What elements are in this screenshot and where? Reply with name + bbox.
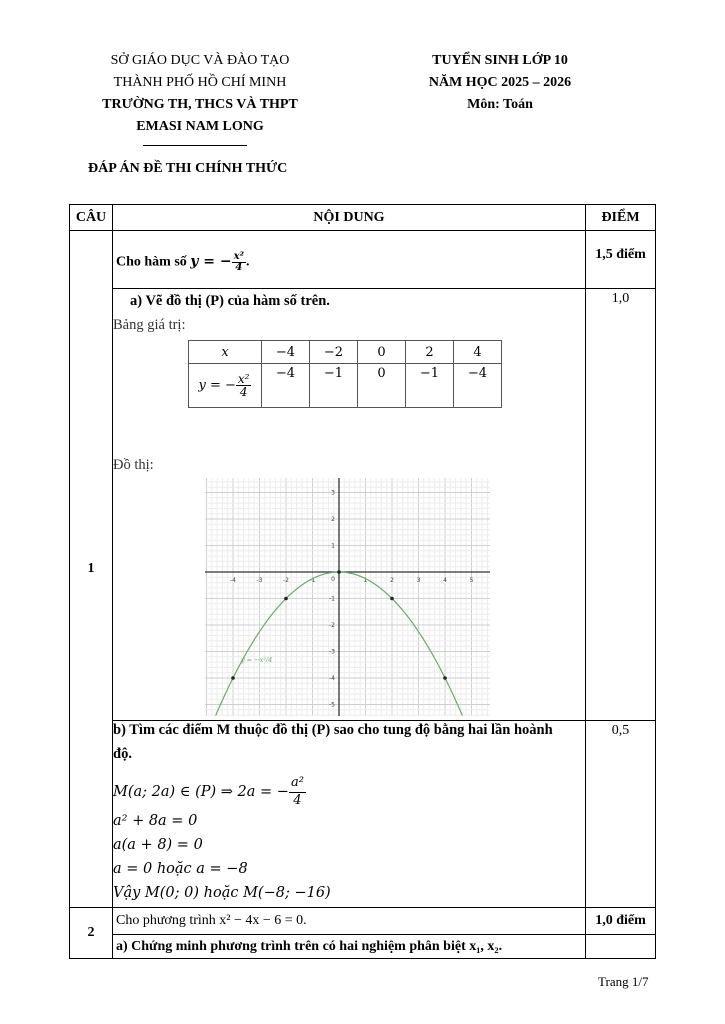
q1b-title-text: b) Tìm các điểm M thuộc đồ thị (P) sao cho tung độ bằng hai lần hoành	[113, 722, 553, 738]
q1b-title	[113, 722, 553, 739]
y-tick-label: 2	[331, 516, 335, 523]
q1b-line2: a² + 8a = 0	[113, 813, 198, 829]
q2-points: 1,0 điểm	[586, 908, 656, 935]
value-table-x-head: x	[189, 341, 262, 364]
function-label: y = −x²/4	[240, 656, 273, 665]
q1-formula-num: x²	[233, 251, 244, 262]
data-point	[284, 597, 288, 601]
x-tick-label: -3	[256, 577, 263, 584]
q1b-line4: a = 0 hoặc a = −8	[113, 861, 248, 877]
q2a-points	[586, 935, 656, 959]
q1-formula-frac	[232, 252, 246, 273]
q1b-line1	[113, 770, 306, 814]
q1-formula-den: 4	[235, 262, 243, 273]
col-cau-header: CÂU	[70, 205, 113, 231]
value-y-cell: −4	[454, 364, 502, 408]
value-x-cell: 4	[454, 341, 502, 364]
x-tick-label: -2	[283, 577, 289, 584]
header-left	[80, 50, 320, 138]
parabola-graph	[205, 478, 490, 716]
q1-formula-end: .	[245, 254, 250, 270]
x-tick-label: 2	[390, 577, 394, 584]
y-tick-label: -3	[329, 648, 335, 656]
value-x-cell: −4	[262, 341, 310, 364]
y-tick-label: 1	[331, 542, 335, 550]
data-point	[337, 570, 341, 574]
city-name: THÀNH PHỐ HỒ CHÍ MINH	[113, 75, 287, 90]
q1b-line1-frac	[289, 775, 306, 809]
dept-name: SỞ GIÁO DỤC VÀ ĐÀO TẠO	[110, 53, 290, 68]
value-x-cell: 0	[358, 341, 406, 364]
y-head-num: x²	[237, 372, 250, 386]
school-name: TRƯỜNG TH, THCS VÀ THPT	[102, 97, 298, 112]
q1b-points: 0,5	[586, 721, 656, 908]
value-table-y-head	[189, 364, 262, 408]
q1a-title: a) Vẽ đồ thị (P) của hàm số trên.	[130, 293, 330, 309]
value-y-cell: −1	[406, 364, 454, 408]
doc-title: ĐÁP ÁN ĐỀ THI CHÍNH THỨC	[88, 161, 288, 176]
q1-points: 1,5 điểm	[586, 231, 656, 289]
school-name-2: EMASI NAM LONG	[136, 119, 264, 134]
q2a-title: a) Chứng minh phương trình trên có hai nghiệm phân biệt x₁, x₂.	[113, 935, 586, 959]
q1-formula-lhs: y = −	[190, 253, 232, 270]
col-diem-header: ĐIỂM	[586, 205, 656, 231]
data-point	[443, 676, 447, 680]
x-tick-label: -1	[309, 577, 316, 584]
x-tick-label: -4	[230, 577, 236, 584]
value-y-cell: −1	[310, 364, 358, 408]
x-tick-label: 4	[443, 577, 447, 584]
x-tick-label: 1	[363, 577, 368, 584]
graph-label: Đồ thị:	[113, 457, 154, 473]
y-tick-label: 3	[331, 489, 335, 497]
q1b-line3: a(a + 8) = 0	[113, 837, 203, 853]
y-tick-label: -4	[329, 675, 335, 682]
col-noidung-header: NỘI DUNG	[113, 205, 586, 231]
q1b-line1-den: 4	[293, 792, 302, 808]
y-head-den: 4	[239, 385, 248, 399]
origin-label: 0	[331, 576, 335, 583]
exam-name: TUYỂN SINH LỚP 10	[432, 53, 568, 68]
q1-number: 1	[70, 231, 113, 908]
y-head-lhs: y = −	[198, 378, 236, 393]
y-tick-label: -1	[329, 595, 335, 603]
value-table-label: Bảng giá trị:	[113, 317, 186, 333]
header-divider	[143, 145, 247, 146]
school-year: NĂM HỌC 2025 – 2026	[428, 75, 572, 90]
value-table	[188, 340, 502, 408]
q1b-title-2: độ.	[113, 746, 132, 762]
y-head-frac	[236, 373, 252, 398]
value-x-cell: −2	[310, 341, 358, 364]
data-point	[390, 597, 394, 601]
subject: Môn: Toán	[467, 97, 533, 112]
q1b-line1-num: a²	[289, 775, 306, 792]
page-number: Trang 1/7	[598, 974, 649, 989]
q1b-line5: Vậy M(0; 0) hoặc M(−8; −16)	[113, 885, 331, 901]
q1a-points: 1,0	[586, 289, 656, 721]
q2-number: 2	[70, 908, 113, 959]
value-x-cell: 2	[406, 341, 454, 364]
data-point	[231, 676, 235, 680]
value-y-cell: 0	[358, 364, 406, 408]
value-y-cell: −4	[262, 364, 310, 408]
x-tick-label: 5	[469, 577, 474, 584]
q2-intro: Cho phương trình x² − 4x − 6 = 0.	[113, 908, 586, 935]
q1-intro	[113, 231, 586, 289]
x-tick-label: 3	[416, 577, 421, 584]
q1b-line1-lhs: M(a; 2a) ∈ (P) ⇒ 2a = −	[113, 784, 289, 800]
y-tick-label: -2	[329, 622, 335, 629]
y-tick-label: -5	[329, 701, 335, 709]
q1-intro-text: Cho hàm số	[116, 254, 187, 270]
header-right	[380, 50, 620, 116]
